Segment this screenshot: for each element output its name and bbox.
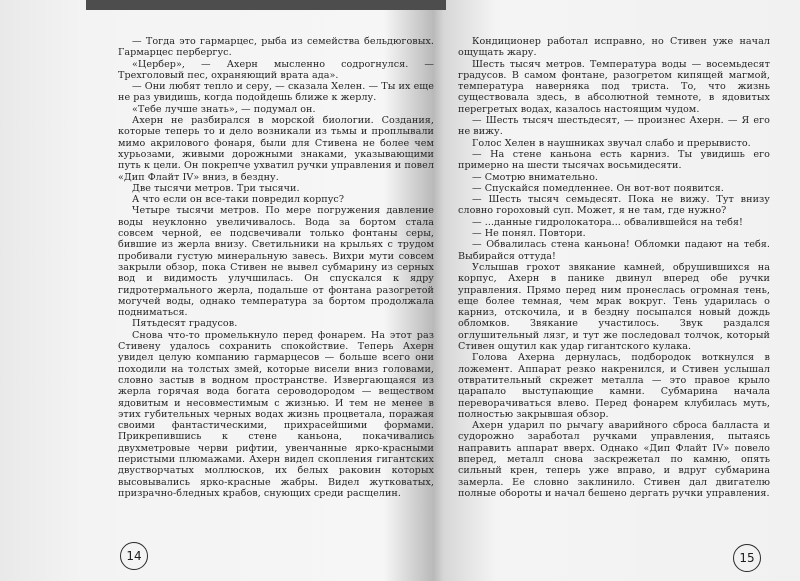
paragraph: — ...данные гидролокатора... обвалившейся на тебя! — [472, 216, 743, 228]
page-number-right: 15 — [733, 544, 761, 572]
paragraph: — Тогда это гармарцес, рыба из семейства бельдюговых. Гармарцес пербергус. — [118, 36, 434, 59]
paragraph: Кондиционер работал исправно, но Стивен уже начал ощущать жару. — [458, 36, 770, 59]
paragraph: — Обвалилась стена каньона! Обломки падают на тебя. Выбирайся оттуда! — [458, 239, 770, 262]
paragraph: Голос Хелен в наушниках звучал слабо и прерывисто. — [472, 137, 751, 149]
paragraph: — Шесть тысяч шестьдесят, — произнес Ахерн. — Я его не вижу. — [458, 115, 770, 138]
paragraph: Шесть тысяч метров. Температура воды — восемьдесят градусов. В самом фонтане, разогретом кипящей магмой, температура наверняка под триста. То, что жизнь существовала здесь, в абсолютной темноте, в ядовитых перегретых водах, казалось настоящим чудом. — [458, 58, 770, 115]
paragraph: — Шесть тысяч семьдесят. Пока не вижу. Тут внизу словно гороховый суп. Может, я не там, где нужно? — [458, 194, 770, 217]
right-page-text — [458, 36, 770, 499]
paragraph: Голова Ахерна дернулась, подбородок воткнулся в ложемент. Аппарат резко накренился, и Стивен услышал отвратительный скрежет металла — это правое крыло царапало выступающие камни. Субмарина начала переворачиваться влево. Перед фонарем клубилась муть, полностью закрывшая обзор. — [458, 352, 770, 420]
paragraph: — Спускайся помедленнее. Он вот-вот появится. — [472, 182, 724, 194]
paragraph: — Не понял. Повтори. — [472, 228, 586, 240]
paragraph: «Тебе лучше знать», — подумал он. — [132, 103, 316, 115]
paragraph: Ахерн не разбирался в морской биологии. Создания, которые теперь то и дело возникали из тьмы и проплывали мимо акрилового фонаря, были для Стивена не более чем хурьозами, живыми дорожными знаками, указывающими путь к цели. Он покрепче ухватил ручки управления и повел «Дип Флайт IV» вниз, в бездну. — [118, 115, 434, 183]
paragraph: Ахерн ударил по рычагу аварийного сброса балласта и судорожно заработал ручками управления, пытаясь направить аппарат вверх. Однако «Дип Флайт IV» повело вперед, металл снова заскрежетал по камню, опять сильный крен, теперь уже вправо, и вдруг субмарина замерла. Ее словно заклинило. Стивен дал двигателю полные обороты и начал бешено дергать ручки управления. — [458, 420, 770, 499]
page-number-left: 14 — [120, 542, 148, 570]
paragraph: — Смотрю внимательно. — [472, 171, 599, 183]
paragraph: «Цербер», — Ахерн мысленно содрогнулся. — Трехголовый пес, охраняющий врата ада». — [118, 58, 434, 81]
paragraph: — Они любят тепло и серу, — сказала Хелен. — Ты их еще не раз увидишь, когда подойдешь ближе к жерлу. — [118, 81, 434, 104]
left-page-text — [118, 36, 434, 499]
paragraph: Снова что-то промелькнуло перед фонарем. На этот раз Стивену удалось сохранить спокойствие. Теперь Ахерн увидел целую компанию гармарцесов — больше всего они походили на толстых змей, которые висели вниз головами, словно застыв в водном пространстве. Извергающаяся из жерла горячая вода богата сероводородом — веществом ядовитым и несовместимым с жизнью. И тем не менее в этих губительных черных водах жизнь процветала, поражая своими фантастическими, прихрасейшими формами. Прикрепившись к стене каньона, покачивались двухметровые черви рифтии, увенчанные ярко-красными перистыми плюмажами. Ахерн видел скопления гигантских двустворчатых моллюсков, их белых раковин которых высовывались ярко-красные жабры. Видел жутковатых, призрачно-бледных крабов, снующих среди расщелин. — [118, 329, 434, 499]
paragraph: — На стене каньона есть карниз. Ты увидишь его примерно на шести тысячах восьмидесяти. — [458, 148, 770, 172]
left-page — [88, 0, 440, 581]
paragraph: Пятьдесят градусов. — [132, 318, 238, 330]
paragraph: А что если он все-таки повредил корпус? — [132, 194, 345, 206]
paragraph: Услышав грохот звякание камней, обрушившихся на корпус, Ахерн в панике двинул вперед обе ручки управления. Прямо перед ним пронеслась огромная тень, еще более темная, чем мрак вокруг. Тень ударилась о карниз, отскочила, и в бездну посыпался новый дождь обломков. Звякание участилось. Звук раздался оглушительный лязг, и тут же последовал толчок, который Стивен ощутил как удар гигантского кулака. — [458, 261, 770, 353]
right-page — [446, 0, 800, 581]
paragraph: Четыре тысячи метров. По мере погружения давление воды неуклонно увеличивалось. Вода за бортом стала совсем черной, ее подсвечивали только фонтаны серы, бившие из жерла внизу. Светильники на крыльях с трудом пробивали густую минеральную завесь. Вихри мути совсем закрыли обзор, пока Стивен не вывел субмарину из серных вод и видимость улучшилась. Он спускался к ядру гидротермального жерла, подальше от фонтана разогретой могучей воды, однако температура за бортом продолжала подниматься. — [118, 205, 434, 319]
paragraph: Две тысячи метров. Три тысячи. — [132, 182, 300, 194]
